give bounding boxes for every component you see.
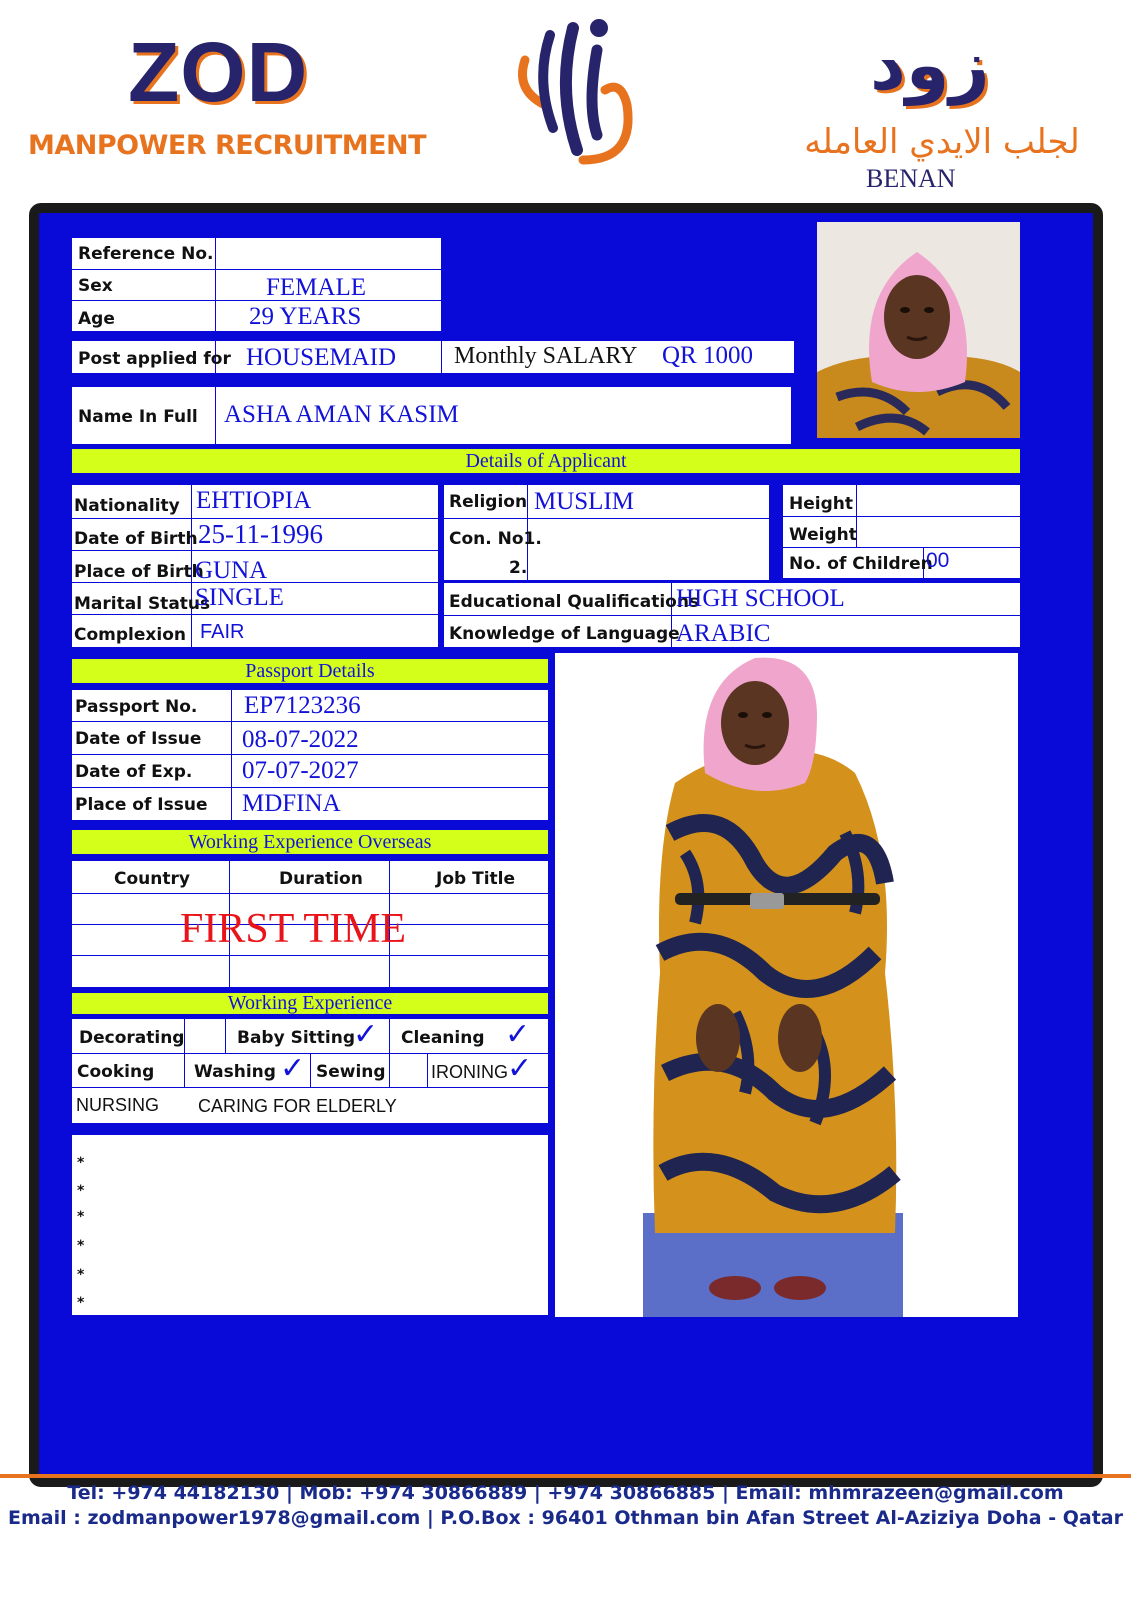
arabic-subtitle: لجلب الايدي العامله (804, 122, 1080, 162)
issue-date-label: Date of Issue (75, 729, 202, 749)
passport-no-value: EP7123236 (244, 692, 361, 719)
note-bullet: * (77, 1209, 85, 1225)
name-value: ASHA AMAN KASIM (224, 401, 459, 428)
footer-contact-line2: Email : zodmanpower1978@gmail.com | P.O.Box : 96401 Othman bin Afan Street Al-Aziziya Doha - Qatar (8, 1507, 1123, 1529)
skill-baby-sitting: Baby Sitting (237, 1028, 356, 1048)
full-body-photo (555, 653, 1018, 1317)
education-label: Educational Qualifications (449, 592, 700, 612)
name-label: Name In Full (78, 407, 198, 427)
skill-cooking: Cooking (77, 1062, 155, 1082)
overseas-country-header: Country (114, 869, 190, 889)
sex-label: Sex (78, 276, 113, 296)
passport-no-label: Passport No. (75, 697, 198, 717)
height-label: Height (789, 494, 853, 514)
passport-section-bar: Passport Details (72, 659, 548, 683)
brand-subtitle: MANPOWER RECRUITMENT (28, 130, 427, 161)
children-value: 00 (926, 549, 950, 572)
age-value: 29 YEARS (249, 303, 362, 330)
cleaning-check-icon: ✓ (505, 1017, 531, 1052)
salary-value: QR 1000 (662, 342, 753, 369)
headshot-illustration-icon (817, 222, 1020, 438)
details-section-bar: Details of Applicant (72, 449, 1020, 473)
marital-value: SINGLE (195, 584, 284, 611)
religion-value: MUSLIM (534, 488, 635, 515)
issue-date-value: 08-07-2022 (242, 726, 359, 753)
weight-label: Weight (789, 525, 857, 545)
notes-box (72, 1135, 548, 1315)
experience-section-bar: Working Experience (72, 993, 548, 1014)
dob-label: Date of Birth (74, 529, 198, 549)
pob-value: GUNA (195, 557, 268, 584)
post-label: Post applied for (78, 349, 231, 369)
skill-decorating: Decorating (79, 1028, 185, 1048)
brand-emblem-icon (505, 10, 640, 182)
note-bullet: * (77, 1238, 85, 1254)
religion-label: Religion (449, 492, 528, 512)
expiry-date-label: Date of Exp. (75, 762, 193, 782)
issue-place-label: Place of Issue (75, 795, 208, 815)
first-time-stamp: FIRST TIME (180, 906, 406, 952)
skill-washing: Washing (194, 1062, 276, 1082)
contact2-label: 2. (509, 558, 528, 578)
issue-place-value: MDFINA (242, 790, 341, 817)
overseas-section-bar: Working Experience Overseas (72, 830, 548, 854)
note-bullet: * (77, 1295, 85, 1311)
note-bullet: * (77, 1155, 85, 1171)
education-value: HIGH SCHOOL (676, 585, 845, 612)
expiry-date-value: 07-07-2027 (242, 757, 359, 784)
footer-contact-line1: Tel: +974 44182130 | Mob: +974 30866889 | +974 30866885 | Email: mhmrazeen@gmail.com (67, 1482, 1064, 1504)
brand-logo-text: ZOD (128, 25, 309, 119)
contact1-label: Con. No1. (449, 529, 542, 549)
children-label: No. of Children (789, 554, 933, 574)
note-bullet: * (77, 1267, 85, 1283)
skill-ironing: IRONING (431, 1062, 509, 1082)
nationality-value: EHTIOPIA (196, 487, 312, 514)
pob-label: Place of Birth (74, 562, 204, 582)
age-label: Age (78, 309, 115, 329)
skill-caring-elderly: CARING FOR ELDERLY (198, 1096, 397, 1116)
arabic-brand: زود (870, 24, 990, 106)
nationality-label: Nationality (74, 496, 180, 516)
language-label: Knowledge of Language (449, 624, 680, 644)
reference-label: Reference No. (78, 244, 214, 264)
skill-cleaning: Cleaning (401, 1028, 485, 1048)
post-value: HOUSEMAID (246, 344, 396, 371)
skill-sewing: Sewing (316, 1062, 386, 1082)
washing-check-icon: ✓ (280, 1051, 306, 1086)
sex-value: FEMALE (266, 274, 366, 301)
complexion-value: FAIR (200, 621, 245, 643)
baby-sitting-check-icon: ✓ (353, 1017, 379, 1052)
dob-value: 25-11-1996 (198, 519, 323, 549)
salary-label: Monthly SALARY (454, 343, 638, 369)
note-bullet: * (77, 1183, 85, 1199)
ironing-check-icon: ✓ (507, 1051, 533, 1086)
overseas-jobtitle-header: Job Title (436, 869, 515, 889)
skill-nursing: NURSING (76, 1095, 160, 1115)
complexion-label: Complexion (74, 625, 186, 645)
overseas-duration-header: Duration (279, 869, 363, 889)
footer-divider (0, 1474, 1131, 1478)
full-body-illustration-icon (555, 653, 1018, 1317)
headshot-photo (817, 222, 1020, 438)
marital-label: Marital Status (74, 594, 211, 614)
language-value: ARABIC (676, 620, 771, 647)
benan-label: BENAN (866, 164, 956, 193)
